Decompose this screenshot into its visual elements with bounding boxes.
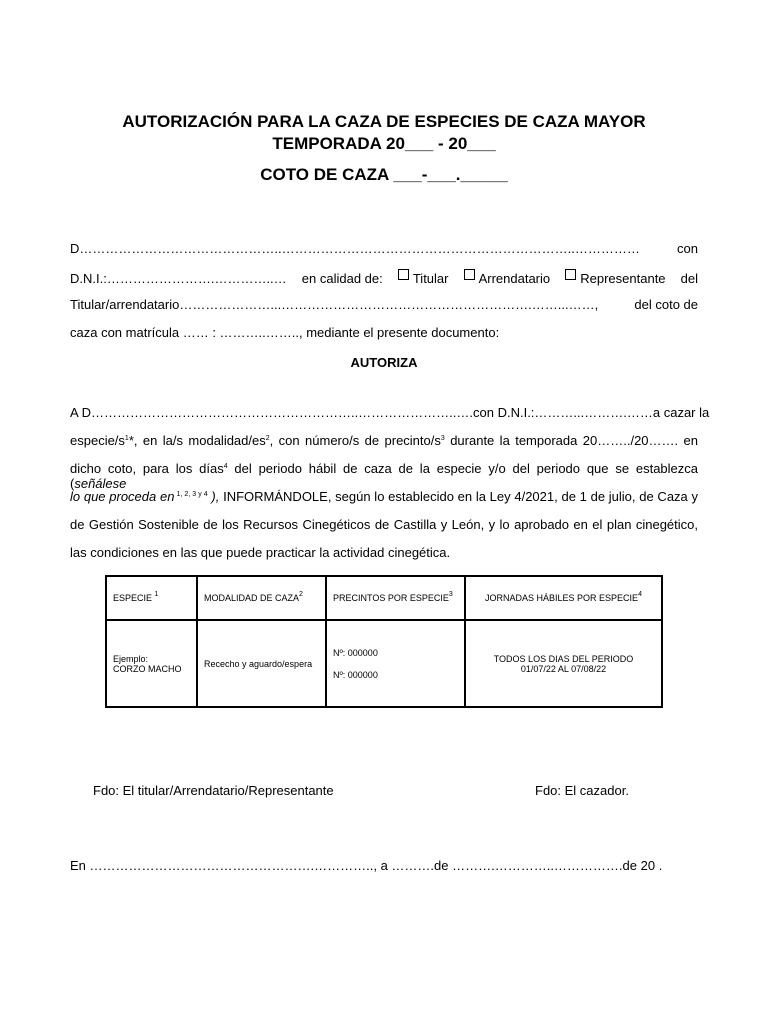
para2-line5: de Gestión Sostenible de los Recursos Cinegéticos de Castilla y León, y lo aprobado en el plan cinegético, [70, 517, 698, 532]
para2-line6: las condiciones en las que puede practicar la actividad cinegética. [70, 545, 451, 560]
table-row [106, 620, 662, 707]
autoriza-heading: AUTORIZA [350, 355, 418, 370]
para2-line4: lo que proceda en $^{1, 2, 3 y 4}$ ), INFORMÁNDOLE, según lo establecido en la Ley 4/2021, de 1 de julio, de Caza y [70, 489, 699, 504]
option-arrendatario[interactable]: Arrendatario [464, 269, 551, 286]
document-title: AUTORIZACIÓN PARA LA CAZA DE ESPECIES DE CAZA MAYOR [122, 112, 646, 131]
del-coto-text: del coto de [634, 297, 698, 312]
option-representante[interactable]: Representante [565, 269, 665, 286]
para1-line3 [70, 297, 698, 317]
del-text: del [680, 271, 698, 286]
para2-line1: A D……………………………………………………..…………………..….con D.N.I.:………...……….……a cazar la [70, 405, 710, 420]
checkbox-representante[interactable] [565, 269, 576, 280]
dni-field: D.N.I.:…………………….…………..… [70, 271, 287, 286]
species-table [105, 575, 663, 708]
signature-titular: Fdo: El titular/Arrendatario/Representante [93, 783, 334, 798]
con-text: con [677, 241, 698, 256]
header-jornadas: JORNADAS HÁBILES POR ESPECIE$^4$ [465, 576, 662, 620]
cell-modalidad: Rececho y aguardo/espera [197, 620, 326, 707]
header-modalidad: MODALIDAD DE CAZA$^2$ [197, 576, 326, 620]
header-precintos: PRECINTOS POR ESPECIE$^3$ [326, 576, 465, 620]
para2-line2: especie/$s^1*$, en la/s modalidad/$es^2$, con número/s de precinto/$s^3$ durante la temporada 20……../20……. en [70, 433, 699, 448]
table-header-row [106, 576, 662, 620]
calidad-text: en calidad de: [301, 271, 383, 286]
signature-cazador: Fdo: El cazador. [535, 783, 629, 798]
header-especie: ESPECIE $^1$ [106, 576, 197, 620]
para1-line1 [70, 241, 698, 261]
para2-line3: dicho coto, para los días$^4$ del periodo hábil de caza de la especie y/o del periodo que se establezca (señálese [70, 461, 698, 491]
place-date-line: En …………………………………………….………….., a ……….de ……….…………..…………….de 20 . [70, 858, 663, 873]
season-line: TEMPORADA 20___ - 20___ [272, 134, 496, 153]
name-field: D………………………………………..…………………………………………………………..…………… [70, 241, 640, 256]
cell-jornadas: TODOS LOS DIAS DEL PERIODO 01/07/22 AL 07/08/22 [465, 620, 662, 707]
para1-line2 [70, 269, 698, 289]
cell-precintos: Nº: 000000 Nº: 000000 [326, 620, 465, 707]
para1-line4: caza con matrícula …… : ………..…….., mediante el presente documento: [70, 325, 500, 340]
checkbox-titular[interactable] [398, 269, 409, 280]
option-titular[interactable]: Titular [398, 269, 449, 286]
checkbox-arrendatario[interactable] [464, 269, 475, 280]
titular-field: Titular/arrendatario…………………...………………………………………………….……...……, [70, 297, 599, 312]
cell-especie: Ejemplo: CORZO MACHO [106, 620, 197, 707]
coto-line: COTO DE CAZA ___-___._____ [260, 165, 508, 184]
